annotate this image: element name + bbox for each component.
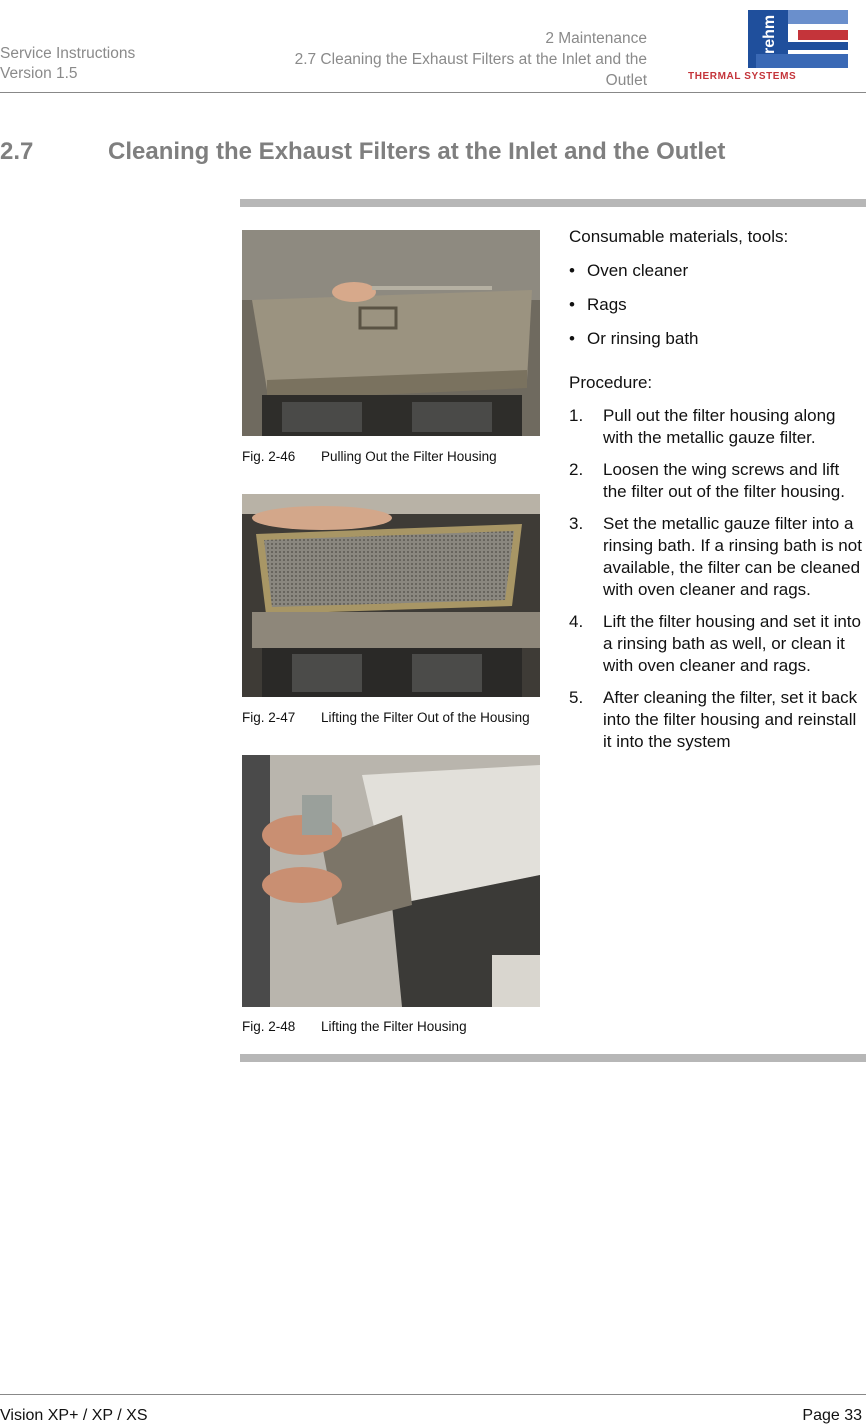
figure-caption: [242, 710, 530, 725]
content-bottom-bar: [240, 1054, 866, 1062]
step-number: 3.: [569, 514, 584, 533]
figure-caption-text: Lifting the Filter Housing: [321, 1019, 467, 1034]
step-number: 2.: [569, 460, 584, 479]
figure-photo-filter-lift: [242, 494, 540, 697]
header-divider: [0, 92, 866, 93]
procedure-block: [569, 372, 866, 763]
procedure-heading: Procedure:: [569, 373, 653, 392]
materials-item: • Rags: [569, 294, 866, 316]
procedure-step: [569, 687, 866, 753]
doc-title: Service Instructions: [0, 45, 136, 62]
figure-number: Fig. 2-48: [242, 1019, 296, 1034]
step-text: Loosen the wing screws and lift the filter out of the filter housing.: [603, 460, 845, 501]
materials-item: • Or rinsing bath: [569, 328, 866, 350]
footer-product: Vision XP+ / XP / XS: [0, 1407, 148, 1424]
figure-caption: [242, 449, 497, 464]
materials-item: • Oven cleaner: [569, 260, 866, 282]
figure-caption: [242, 1019, 467, 1034]
figure-photo-housing-lift: [242, 755, 540, 1007]
procedure-step: [569, 405, 866, 449]
procedure-step: [569, 611, 866, 677]
figure-number: Fig. 2-46: [242, 449, 296, 464]
procedure-step: [569, 513, 866, 601]
figure-caption-text: Lifting the Filter Out of the Housing: [321, 710, 530, 725]
step-number: 4.: [569, 612, 584, 631]
figure-number: Fig. 2-47: [242, 710, 296, 725]
header-section-line1: 2.7 Cleaning the Exhaust Filters at the Inlet and the: [294, 51, 647, 68]
procedure-step: [569, 459, 866, 503]
step-text: Lift the filter housing and set it into a rinsing bath as well, or clean it with oven cleaner and rags.: [603, 612, 861, 675]
figure-photo-filter-housing-pull: [242, 230, 540, 436]
materials-block: [569, 226, 866, 362]
svg-text:rehm: rehm: [761, 14, 778, 54]
doc-version: Version 1.5: [0, 65, 78, 82]
step-text: After cleaning the filter, set it back into the filter housing and reinstall it into the system: [603, 688, 858, 751]
step-text: Set the metallic gauze filter into a rinsing bath. If a rinsing bath is not available, the filter can be cleaned with oven cleaner and rags.: [603, 514, 862, 599]
section-number: 2.7: [0, 138, 34, 165]
footer-divider: [0, 1394, 866, 1395]
figure-caption-text: Pulling Out the Filter Housing: [321, 449, 497, 464]
header-section-info: [227, 28, 647, 91]
step-text: Pull out the filter housing along with the metallic gauze filter.: [603, 406, 836, 447]
section-title: Cleaning the Exhaust Filters at the Inlet and the Outlet: [108, 138, 726, 165]
step-number: 5.: [569, 688, 584, 707]
logo-tagline: THERMAL SYSTEMS: [688, 71, 797, 82]
materials-heading: Consumable materials, tools:: [569, 227, 789, 246]
step-number: 1.: [569, 406, 584, 425]
footer-page-number: Page 33: [802, 1407, 862, 1424]
content-top-bar: [240, 199, 866, 207]
header-doc-info: [0, 44, 135, 84]
header-chapter: 2 Maintenance: [545, 30, 647, 47]
header-section-line2: Outlet: [605, 72, 647, 89]
